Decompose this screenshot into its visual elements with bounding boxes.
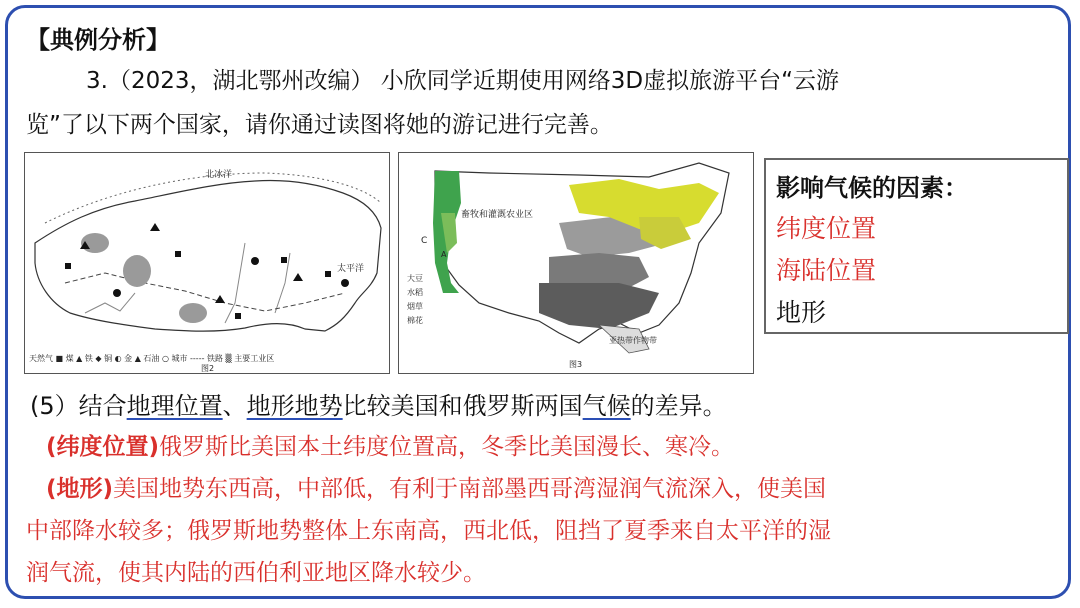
legend-soybean: 大豆 bbox=[407, 274, 423, 283]
grazing-irrigation-region-label: 畜牧和灌溉农业区 bbox=[461, 210, 534, 220]
usa-agriculture-map bbox=[398, 152, 754, 374]
climate-factors-box bbox=[764, 158, 1069, 334]
pacific-ocean-label: 太平洋 bbox=[337, 264, 365, 274]
answer-latitude bbox=[46, 428, 734, 461]
subtropical-belt-label: 亚热带作物带 bbox=[609, 336, 657, 345]
q5-separator: 、 bbox=[222, 392, 247, 420]
usa-map-graphic bbox=[399, 153, 753, 373]
legend-cotton: 棉花 bbox=[407, 316, 423, 325]
q5-suffix: 的差异。 bbox=[630, 392, 727, 420]
answer-terrain-text-1: 美国地势东西高，中部低，有利于南部墨西哥湾湿润气流深入，使美国 bbox=[113, 476, 827, 502]
factor-land-sea: 海陆位置 bbox=[776, 256, 877, 285]
arctic-ocean-label: 北冰洋 bbox=[205, 170, 233, 180]
q5-underline-terrain: 地形地势 bbox=[246, 392, 343, 420]
answer-latitude-tag: (纬度位置) bbox=[46, 434, 160, 460]
answer-terrain-line-1 bbox=[46, 470, 826, 503]
factor-terrain: 地形 bbox=[776, 298, 827, 327]
question-line-1: 3.（2023，湖北鄂州改编） 小欣同学近期使用网络3D虚拟旅游平台“云游 bbox=[86, 68, 840, 94]
question-5 bbox=[30, 386, 727, 421]
legend-tobacco: 烟草 bbox=[407, 302, 423, 311]
answer-terrain-line-2: 中部降水较多；俄罗斯地势整体上东南高，西北低，阻挡了夏季来自太平洋的湿 bbox=[26, 518, 831, 544]
figure-3-label: 图3 bbox=[569, 360, 583, 369]
factors-title: 影响气候的因素： bbox=[776, 174, 968, 202]
russia-legend: 天然气 ■ 煤 ▲ 铁 ◆ 铜 ◐ 金 ▲ 石油 ○ 城市 ----- 铁路 ▒ 主要工业区 bbox=[29, 354, 275, 363]
section-title: 【典例分析】 bbox=[26, 26, 170, 54]
q5-underline-climate: 气候 bbox=[582, 392, 631, 420]
region-letter-c: C bbox=[421, 236, 428, 246]
region-letter-a: A bbox=[441, 250, 447, 259]
answer-terrain-tag: (地形) bbox=[46, 476, 114, 502]
q5-underline-location: 地理位置 bbox=[126, 392, 223, 420]
figure-2-label: 图2 bbox=[201, 364, 215, 373]
factor-latitude: 纬度位置 bbox=[776, 214, 877, 243]
answer-terrain-line-3: 润气流，使其内陆的西伯利亚地区降水较少。 bbox=[26, 560, 486, 586]
russia-map-graphic bbox=[25, 153, 389, 373]
russia-resource-map bbox=[24, 152, 390, 374]
answer-latitude-text: 俄罗斯比美国本土纬度位置高，冬季比美国漫长、寒冷。 bbox=[159, 434, 735, 460]
q5-prefix: (5）结合 bbox=[30, 392, 127, 420]
q5-middle: 比较美国和俄罗斯两国 bbox=[342, 392, 583, 420]
question-line-2: 览”了以下两个国家，请你通过读图将她的游记进行完善。 bbox=[26, 112, 613, 138]
legend-rice: 水稻 bbox=[407, 288, 423, 297]
